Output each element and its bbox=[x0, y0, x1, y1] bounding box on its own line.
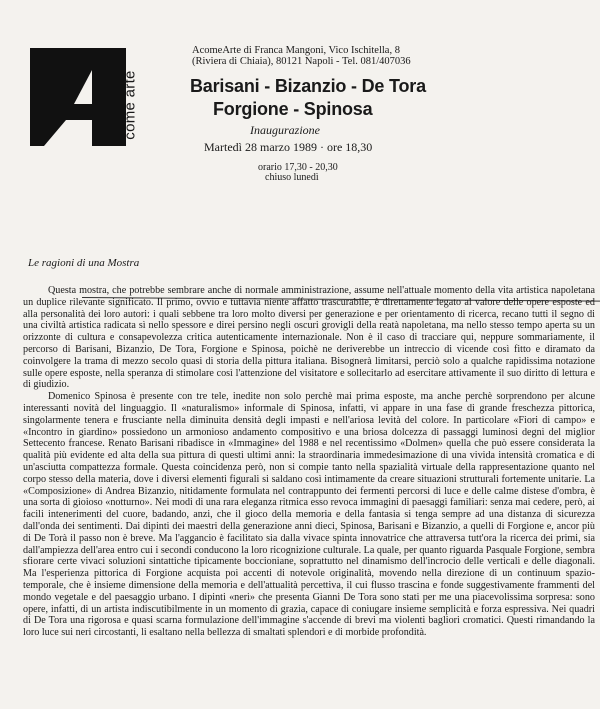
paragraph: Questa mostra, che potrebbe sembrare anche di normale amministrazione, assume nell'attuale momento della vita artistica napoletana un duplice rilevante significato. Il primo, ovvio e tuttavia niente affatto trascurabile, è direttamente legato al valore delle opere esposte ed alla personalità dei loro autori: i quali sebbene tra loro molto diversi per generazione e per orientamento di ricerca, recano tutti il segno di una civiltà artistica radicata sì nello spessore e direi persino negli oscuri grovigli della reatà napoletana, ma nello stesso tempo aperta su un orizzonte di cultura e consapevolezza critica autenticamente internazionale. Non è il caso di tracciare qui, neppure sommariamente, il percorso di Barisani, Bizanzio, De Tora, Forgione e Spinosa, poichè ne deriverebbe un intreccio di vicende così fitto e diramato da coinvolgere la trama di mezzo secolo quasi di storia della pittura italiana. Bisognerà limitarsi, perciò solo a qualche rapidissima notazione sulle opere esposte, nella speranza di stimolare così l'attenzione del visitatore e sollecitarlo ad esercitare attivamente il suo diritto di lettura e di giudizio. bbox=[23, 285, 595, 391]
logo-wordmark bbox=[118, 60, 142, 150]
inauguration-label: Inaugurazione bbox=[250, 123, 320, 137]
article-body bbox=[23, 285, 595, 639]
paragraph: Domenico Spinosa è presente con tre tele, inedite non solo perchè mai prima esposte, ma anche perchè sorprendono per alcune interessanti novità del linguaggio. Il «naturalismo» informale di Spinosa, infatti, vi appare in una fase di grande freschezza pittorica, singolarmente tenera e frusciante nella diminuita densità degli impasti e nell'ariosa levità del colore. In particolare «Fiori di campo» e «Incontro in giardino» possiedono un armonioso andamento compositivo e una briosa dolcezza di passaggi luminosi degni del miglior Settecento francese. Renato Barisani ribadisce in «Immagine» del 1988 e nel recentissimo «Dolmen» quella che può essere considerata la qualità più evidente ed alta della sua pittura di questi ultimi anni: la straordinaria immedesimazione di una vivida intensità cromatica e di un'asciutta compattezza formale. Questa coincidenza però, non si compie tanto nella spazialità virtuale della rappresentazione quanto nel corpo stesso della materia, dove i diversi elementi figurali si saldano così intimamente da creare situazioni strutturali fortemente unitarie. La «Composizione» di Andrea Bizanzio, nitidamente formulata nel contrappunto dei fermenti percorsi di luce e delle calme distese d'ombra, è una sorta di gioioso «notturno». Nei modi di una rara eleganza ritmica esso revoca immagini di paesaggi familiari: senza mai cedere, però, ai facili intenerimenti del cuore, badando, anzi, che il gioco della memoria e della fantasia si tenga sempre ad una distanza di sicurezza dall'onda dei sentimenti. Dai dipinti dei maestri della generazione anni dieci, Spinosa, Barisani e Bizanzio, a quelli di Forgione e, ancor più di De Torà il passo non è breve. Ma l'aggancio è facilitato sia dalla vivace spinta innovatrice che attraversa tutt'ora la ricerca dei primi, sia dall'ampiezza dell'area entro cui i secondi conducono la loro ricognizione culturale. La quale, per quanto riguarda Pasquale Forgione, sembra sfiorare certe vivaci soluzioni sintattiche tipicamente boccioniane, soprattutto nel dinamismo dell'incrocio delle verticali e delle diagonali. Ma l'esperienza pittorica di Forgione acquista poi accenti di notevole originalità, movendo nella direzione di un continuum spazio-temporale, che è insieme dimensione della memoria e dell'attualità percettiva, il cui flusso trascina e fonde suggestivamente frammenti del mondo vegetale e del paesaggio urbano. I dipinti «neri» che presenta Gianni De Tora sono stati per me una piacevolissima sorpresa: sono opere, infatti, di un artista indiscutibilmente in un momento di grazia, capace di coniugare insieme semplicità e forza espressiva. Nei quadri di De Tora una rigorosa e quasi scarna formulazione dell'immagine s'accende di brevi ma violenti bagliori cromatici. Questi rimandando la loro luce sui neri circostanti, li esaltano nella bellezza di smaltati splendori e di morbide profondità. bbox=[23, 391, 595, 639]
artists-line1: Barisani - Bizanzio - De Tora bbox=[190, 76, 426, 96]
logo-a-icon bbox=[30, 48, 128, 148]
opening-hours: orario 17,30 - 20,30 bbox=[258, 162, 338, 173]
gallery-address-line2: (Riviera di Chiaia), 80121 Napoli - Tel. 081/407036 bbox=[192, 56, 411, 67]
artists-line2: Forgione - Spinosa bbox=[213, 99, 373, 119]
section-title: Le ragioni di una Mostra bbox=[28, 257, 140, 269]
inauguration-date: Martedì 28 marzo 1989 · ore 18,30 bbox=[204, 140, 373, 154]
closed-day: chiuso lunedì bbox=[265, 172, 319, 183]
gallery-address-line1: AcomeArte di Franca Mangoni, Vico Ischitella, 8 bbox=[192, 45, 400, 56]
logo-text: come arte bbox=[121, 70, 139, 140]
